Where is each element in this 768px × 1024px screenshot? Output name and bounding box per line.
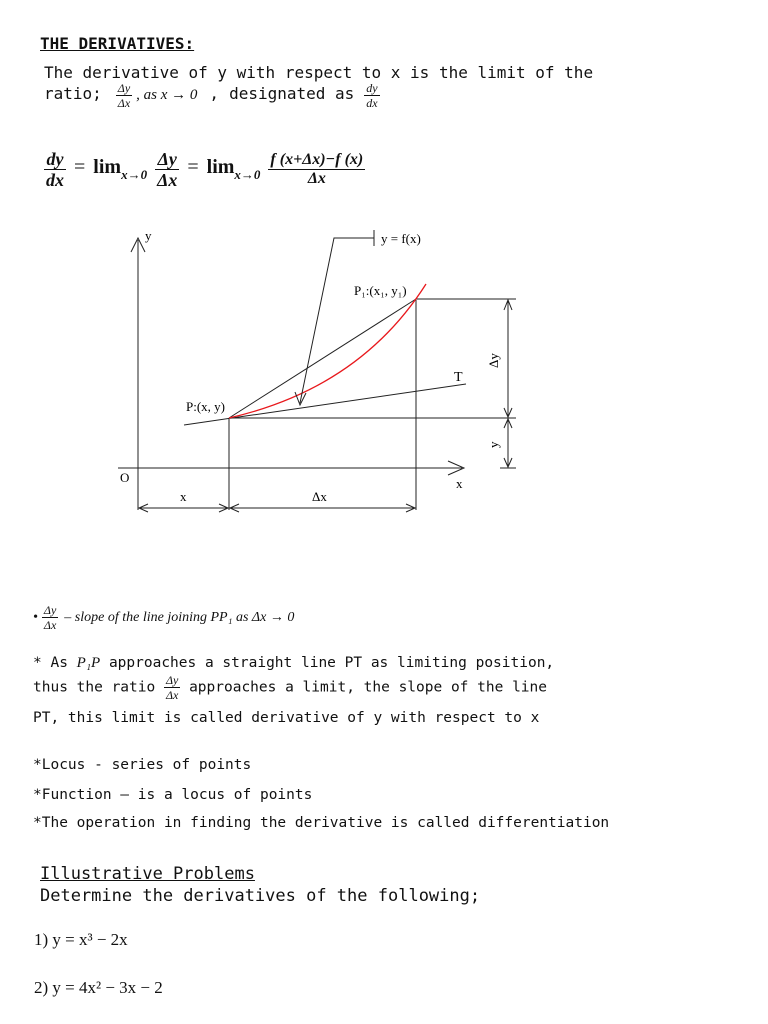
locus-definition: *Locus - series of points [33, 757, 252, 773]
formula-eq-2: = [187, 156, 199, 179]
ratio-num: Δy [117, 81, 131, 95]
approach-den: Δx [165, 688, 179, 702]
operation-definition: *The operation in finding the derivative is called differentiation [33, 815, 610, 831]
y-dim-label: y [486, 441, 501, 448]
slope-text: – slope of the line joining PP₁ as Δx → 0 [64, 610, 295, 626]
formula-rhs [268, 152, 365, 187]
designated-num: dy [366, 81, 378, 95]
approach-p1p: P₁P [76, 655, 101, 671]
y-axis-label: y [145, 228, 152, 243]
approach-line-3: PT, this limit is called derivative of y with respect to x [33, 710, 540, 726]
slope-fraction [42, 604, 58, 631]
formula-lhs-num: dy [44, 150, 66, 170]
tangent-line [184, 384, 466, 425]
approach-line-2 [33, 674, 547, 701]
slope-num: Δy [43, 603, 57, 617]
comma: , [209, 84, 220, 104]
approach-line-1 [33, 655, 554, 672]
formula-mid-den: Δx [157, 170, 178, 190]
tangent-label: T [454, 370, 463, 385]
designated-text: designated as [229, 84, 355, 104]
p1-label: P₁:(x₁, y₁) [354, 283, 407, 298]
p-label: P:(x, y) [186, 399, 225, 414]
designated-fraction [364, 82, 379, 109]
page-title: THE DERIVATIVES: [40, 34, 195, 53]
ratio-fraction [116, 82, 132, 109]
derivative-graph [0, 220, 560, 520]
slope-bullet: • [33, 610, 38, 626]
ratio-word: ratio; [44, 84, 102, 104]
formula-rhs-den: Δx [307, 170, 326, 187]
ratio-den: Δx [117, 96, 131, 110]
problems-heading: Illustrative Problems [40, 864, 255, 884]
formula-sub-1: x→0 [121, 167, 148, 183]
function-definition: *Function – is a locus of points [33, 787, 313, 803]
function-curve [229, 284, 426, 418]
intro-line-1: The derivative of y with respect to x is the limit of the [44, 63, 594, 82]
problem-1: 1) y = x³ − 2x [34, 930, 128, 949]
func-label: y = f(x) [381, 231, 421, 246]
slope-note [33, 604, 294, 631]
formula-lim-2: lim [206, 156, 235, 179]
derivative-formula [44, 150, 365, 189]
formula-eq-1: = [74, 156, 86, 179]
x-dim-label: x [180, 489, 187, 504]
approach-1c: approaches a straight line PT as limiting position, [108, 655, 555, 671]
designated-den: dx [366, 96, 378, 110]
approach-fraction [164, 674, 180, 701]
approach-num: Δy [165, 673, 179, 687]
problems-instruction: Determine the derivatives of the following; [40, 886, 481, 906]
formula-sub-2: x→0 [234, 167, 261, 183]
formula-rhs-num: f (x+Δx)−f (x) [270, 151, 364, 168]
problem-2: 2) y = 4x² − 3x − 2 [34, 978, 163, 997]
secant-line [229, 299, 416, 418]
slope-den: Δx [43, 618, 57, 632]
formula-lim-1: lim [93, 156, 122, 179]
callout-line [300, 238, 374, 403]
approach-2b: approaches a limit, the slope of the line [189, 679, 547, 696]
as-x-text: , as x → 0 [136, 87, 198, 104]
formula-lhs-den: dx [46, 170, 64, 190]
origin-label: O [120, 470, 130, 485]
formula-mid [155, 150, 179, 189]
formula-mid-num: Δy [155, 150, 179, 170]
approach-1a: * As [33, 655, 68, 671]
x-axis-label: x [456, 476, 463, 491]
dy-label: Δy [486, 353, 501, 368]
approach-2a: thus the ratio [33, 679, 156, 696]
dx-dim-label: Δx [312, 489, 327, 504]
intro-line-2 [44, 82, 380, 109]
formula-lhs [44, 150, 66, 189]
